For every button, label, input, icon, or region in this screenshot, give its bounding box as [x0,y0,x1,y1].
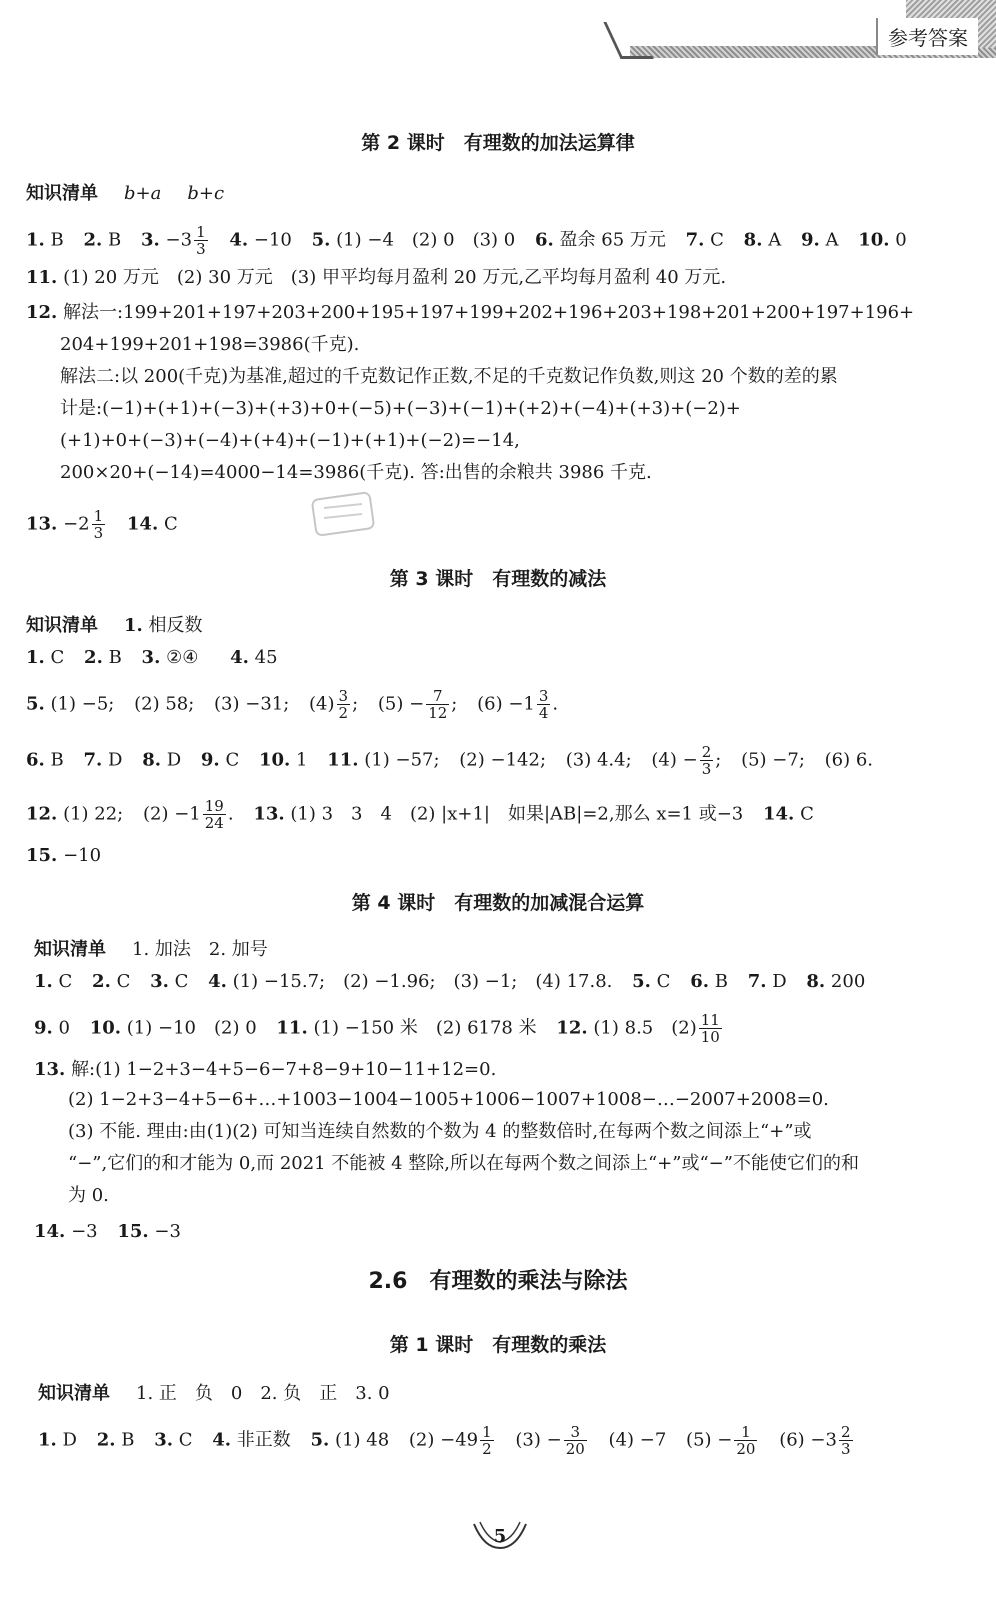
answer-text: B [714,971,728,992]
answer-text: (1) −57; [364,749,440,771]
answer-text: C [656,971,671,992]
answer-text: 11 [700,1011,720,1029]
answer-text: D [108,749,123,771]
answer-text: −10 [63,845,102,866]
answer-text: 1 [482,1423,492,1441]
answer-text: −3 [154,1221,181,1242]
answer-text: 3 [701,760,712,778]
answer-text: 知识清单 [34,939,106,960]
answer-text: (1) 3 3 4 (2) |x+1| 如果|AB|=2,那么 x=1 或−3 [290,803,744,825]
lesson4-answer-13-line1 [34,1058,496,1082]
answer-text: ②④ [166,647,199,668]
lesson4-answer-13-line4: “−”,它们的和才能为 0,而 2021 不能被 4 整除,所以在每两个数之间添上“+”或“−”不能使它们的和 [68,1153,859,1174]
lesson3-answers-row4 [26,798,814,831]
answer-text: (3) 4.4; [565,749,632,771]
answer-text: 12 [428,704,448,722]
lesson4-answer-13-line3: (3) 不能. 理由:由(1)(2) 可知当连续自然数的个数为 4 的整数倍时,在每两个数之间添上“+”或 [68,1121,812,1142]
answer-text: 3 [93,524,104,542]
answer-text: −2 [63,513,90,535]
answer-text: 知识清单 [26,183,98,204]
fraction [564,1424,587,1457]
answer-text: 解法一:199+201+197+203+200+195+197+199+202+196+203+198+201+200+197+196+ [63,302,915,323]
lesson61-knowledge-list [38,1382,390,1406]
answer-text: (4) − [651,749,698,771]
answer-text: (2) −49 [408,1429,479,1451]
answer-text: 相反数 [148,615,203,636]
lesson4-answer-13-line5: 为 0. [68,1185,109,1206]
lesson2-answer-12-line2: 204+199+201+198=3986(千克). [60,334,360,355]
lesson4-answers-row2 [34,1012,724,1045]
fraction [734,1424,757,1457]
answer-text: −3 [71,1221,98,1242]
answer-text: C [178,1429,193,1451]
answer-text: B [108,647,122,668]
answer-text: 5 [493,1526,507,1547]
fraction [337,688,351,721]
answer-text: 14. [34,1221,66,1242]
lesson2-knowledge-list [26,182,224,206]
answer-text: . [552,693,559,715]
answer-text: 200 [830,971,866,992]
answer-text: 0 [895,229,907,251]
answer-text: 盈余 65 万元 [559,229,666,251]
answer-text: 1. 正 负 0 2. 负 正 3. 0 [136,1383,390,1404]
lesson4-answers-14-15 [34,1220,181,1244]
lesson2-answer-12-line4: 计是:(−1)+(+1)+(−3)+(+3)+0+(−5)+(−3)+(−1)+(+2)+(−4)+(+3)+(−2)+ [60,398,741,419]
answer-text: B [50,229,64,251]
answer-text: 13. [26,513,58,535]
answer-text: C [225,749,240,771]
answer-text: B [108,229,122,251]
answer-text: (2) −1 [142,803,201,825]
answer-text: b+a [124,183,162,204]
answer-text: 3 [840,1440,851,1458]
answer-text: 2. [83,229,103,251]
answer-text: 9. [800,229,820,251]
answer-text: 13. [34,1059,66,1080]
answer-text: C [163,513,178,535]
lesson3-answers-row2: 5. (1) −5; (2) 58; (3) −31; (4) $\frac{3}{2}$ ; (5) − $\frac{7}{12}$ ; (6) −1 $\frac{3}{4}$ . [26,687,559,722]
answer-text: (4) −7 [608,1429,667,1451]
answer-text: 1. 加法 2. 加号 [132,939,268,960]
answer-text: 3. [141,647,161,668]
answer-text: 2 [701,743,712,761]
answer-text: 1 [196,223,206,241]
fraction [700,744,714,777]
answer-text: 9. [200,749,220,771]
answer-text: 1. [38,1429,57,1451]
answer-text: (3) −31; [214,693,290,715]
answer-text: 19 [204,797,224,815]
answer-text: D [166,749,182,771]
answer-text: (1) 8.5 (2) [593,1017,697,1039]
answer-text: 9. [34,1017,53,1039]
answer-text: A [768,229,782,251]
answer-text: 0 [58,1017,70,1039]
answer-text: 2. [96,1429,116,1451]
answer-text: 20 [565,1440,585,1458]
answer-text: 非正数 [236,1429,291,1451]
answer-text: 7. [83,749,103,771]
answer-text: 8. [142,749,161,771]
answer-text: (1) −150 米 (2) 6178 米 [313,1017,537,1039]
answer-text: 2 [840,1423,851,1441]
answer-text: 知识清单 [38,1383,110,1404]
answer-text: 45 [254,647,278,668]
answer-text: 7. [685,229,705,251]
answer-text: 8. [743,229,763,251]
lesson2-answer-12-line1 [26,301,914,325]
answer-text: 知识清单 [26,615,98,636]
answer-text: C [800,803,814,825]
answer-text: A [825,229,839,251]
answer-text: 2 [338,704,349,722]
answer-text: 6. [26,749,45,771]
answer-text: 10. [89,1017,122,1039]
fraction [839,1424,853,1457]
answer-text: 14. [126,513,159,535]
answer-text: 解:(1) 1−2+3−4+5−6−7+8−9+10−11+12=0. [71,1059,497,1080]
answer-text: 4. [229,229,249,251]
answer-text: 3 [538,687,549,705]
answer-text: D [62,1429,77,1451]
answer-text: 1. [124,615,143,636]
answer-text: 7. [747,971,767,992]
fraction [92,508,106,541]
answer-text: 10 [700,1028,720,1046]
answer-text: 1. [26,229,45,251]
lesson2-title: 第 2 课时 有理数的加法运算律 [361,132,635,154]
fraction [537,688,551,721]
answer-text: 2 [482,1440,492,1458]
answer-text: 3 [564,1424,587,1441]
answer-text: C [58,971,73,992]
answer-text: 7 [426,688,449,705]
answer-text: B [121,1429,135,1451]
answer-text: (6) −1 [477,693,535,715]
lesson4-title: 第 4 课时 有理数的加减混合运算 [351,892,645,914]
answer-text: 3. [154,1429,173,1451]
answer-text: 11. [276,1017,308,1039]
answer-text: C [710,229,724,251]
header-hook-icon [603,22,653,59]
answer-text: −10 [253,229,292,251]
answer-text: 5. [310,1429,330,1451]
lesson4-knowledge-list [34,938,268,962]
lesson3-answers-row3: 6. B 7. D 8. D 9. C 10. 1 11. (1) −57; (2) −142; (3) 4.4; (4) − $\frac{2}{3}$ ; (5) −7; (6) 6. [26,743,874,778]
answer-text: (3) − [515,1429,562,1451]
lesson3-knowledge-list [26,614,203,638]
answer-text: 3 [196,240,206,258]
answer-text: 4. [208,971,227,992]
lesson2-answers-row1 [26,224,907,257]
answer-text: 2. [92,971,111,992]
answer-text: 1 [734,1424,757,1441]
answer-text: 11. [327,749,359,771]
answer-text: 15. [117,1221,149,1242]
fraction [203,798,226,831]
answer-text: 6. [535,229,554,251]
section-2-6-title: 2.6 有理数的乘法与除法 [368,1269,628,1294]
fraction [194,224,208,257]
lesson2-answer-12-line3: 解法二:以 200(千克)为基准,超过的千克数记作正数,不足的千克数记作负数,则这 20 个数的差的累 [60,366,838,387]
answer-text: 8. [806,971,826,992]
answer-text: (1) −15.7; (2) −1.96; (3) −1; (4) 17.8. [232,971,613,992]
answer-text: 15. [26,845,58,866]
lesson3-answers-row1 [26,646,278,670]
answer-text: 3. [150,971,169,992]
lesson3-title: 第 3 课时 有理数的减法 [389,568,607,590]
answer-text: b+c [187,183,225,204]
header-label: 参考答案 [876,18,978,55]
answer-text: (5) − [377,693,425,715]
lesson61-answers-row1 [38,1424,855,1457]
answer-text: 12. [26,302,58,323]
answer-text: 1. [34,971,53,992]
lesson3-answer-15 [26,844,101,868]
header-band [610,0,996,62]
answer-text: 10. [858,229,890,251]
answer-text: 14. [763,803,795,825]
answer-text: 11. [26,267,58,288]
answer-text: 4. [212,1429,232,1451]
answer-text: 5. [26,693,45,715]
answer-text: 1 [93,507,104,525]
answer-text: (6) 6. [824,749,874,771]
lesson2-answers-13-14 [26,508,178,541]
answer-text: (4) [309,693,335,715]
answer-text: (1) −10 (2) 0 [126,1017,257,1039]
lesson61-title: 第 1 课时 有理数的乘法 [389,1334,607,1356]
answer-text: . [227,803,234,825]
stamp-mark-icon [304,490,382,538]
lesson2-answer-12-line5: (+1)+0+(−3)+(−4)+(+4)+(−1)+(+1)+(−2)=−14, [60,430,520,451]
answer-text: 24 [204,814,224,832]
answer-text: (1) 22; [63,803,124,825]
lesson2-answer-12-line6: 200×20+(−14)=4000−14=3986(千克). 答:出售的余粮共 3986 千克. [60,462,652,483]
answer-text: 6. [690,971,709,992]
page-number [470,1518,530,1554]
lesson2-answer-11 [26,266,726,290]
answer-text: 5. [311,229,331,251]
answer-text: (5) − [686,1429,733,1451]
answer-text: 3. [141,229,160,251]
answer-text: 2. [84,647,103,668]
answer-text: C [116,971,131,992]
answer-text: 13. [253,803,285,825]
answer-text: (1) −5; [50,693,115,715]
answer-text: 1. [26,647,45,668]
answer-text: 20 [736,1440,756,1458]
lesson4-answers-row1 [34,970,865,994]
answer-text: 1 [296,749,308,771]
answer-text: (1) 20 万元 (2) 30 万元 (3) 甲平均每月盈利 20 万元,乙平均每月盈利 40 万元. [63,267,727,288]
answer-text: (5) −7; [741,749,805,771]
lesson4-answer-13-line2: (2) 1−2+3−4+5−6+…+1003−1004−1005+1006−1007+1008−…−2007+2008=0. [68,1089,829,1110]
answer-text: C [174,971,189,992]
answer-text: 4. [230,647,249,668]
answer-text: 10. [258,749,291,771]
answer-text: −3 [165,229,193,251]
answer-text: C [50,647,65,668]
fraction [699,1012,722,1045]
answer-text: (2) −142; [459,749,547,771]
answer-text: B [50,749,64,771]
answer-text: 3 [338,687,349,705]
answer-text: (1) −4 (2) 0 (3) 0 [336,229,516,251]
fraction [480,1424,494,1457]
fraction [426,688,449,721]
answer-text: (1) 48 [335,1429,390,1451]
answer-text: 12. [26,803,58,825]
answer-text: D [772,971,787,992]
answer-text: (2) 58; [134,693,195,715]
answer-text: 4 [538,704,549,722]
answer-text: 5. [632,971,651,992]
answer-text: 12. [556,1017,588,1039]
answer-text: (6) −3 [779,1429,837,1451]
